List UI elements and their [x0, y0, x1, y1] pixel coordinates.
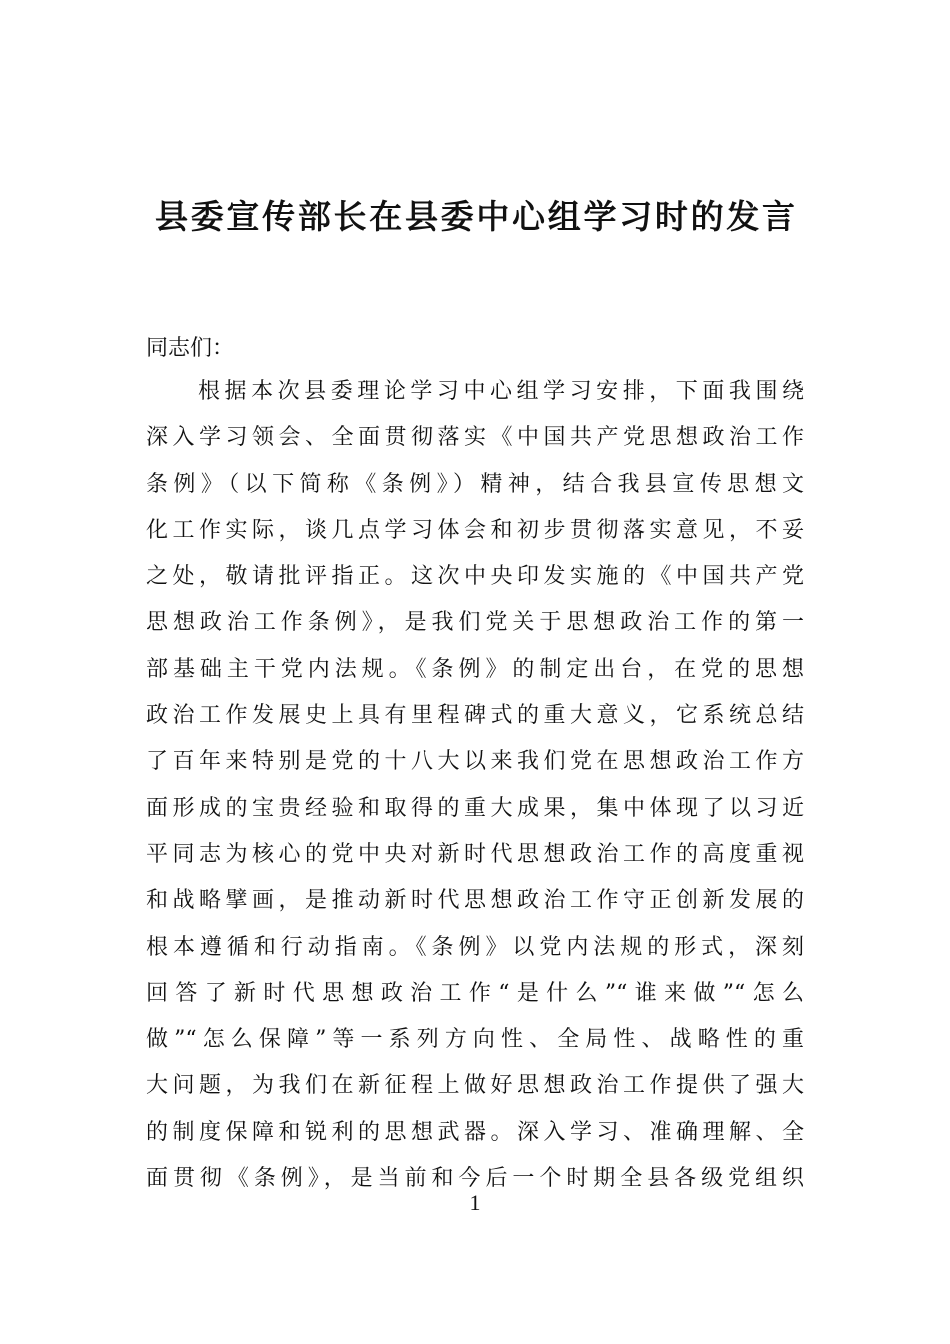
text-line: 做”“怎么保障”等一系列方向性、全局性、战略性的重	[146, 1027, 804, 1053]
text-line: 根据本次县委理论学习中心组学习安排，下面我围绕	[198, 379, 804, 404]
text-line: 思想政治工作条例》，是我们党关于思想政治工作的第一	[146, 610, 804, 636]
text-line: 面形成的宝贵经验和取得的重大成果，集中体现了以习近	[146, 795, 804, 821]
text-line: 面贯彻《条例》，是当前和今后一个时期全县各级党组织	[146, 1166, 804, 1192]
text-line: 条例》（以下简称《条例》）精神，结合我县宣传思想文	[146, 471, 804, 497]
text-line: 的制度保障和锐利的思想武器。深入学习、准确理解、全	[146, 1119, 804, 1145]
text-line: 深入学习领会、全面贯彻落实《中国共产党思想政治工作	[146, 425, 804, 451]
text-line: 回答了新时代思想政治工作“是什么”“谁来做”“怎么	[146, 980, 804, 1006]
text-line: 根本遵循和行动指南。《条例》以党内法规的形式，深刻	[146, 934, 804, 960]
body-paragraph	[146, 376, 804, 1209]
text-line: 化工作实际，谈几点学习体会和初步贯彻落实意见，不妥	[146, 517, 804, 543]
text-line: 了百年来特别是党的十八大以来我们党在思想政治工作方	[146, 749, 804, 775]
text-line: 平同志为核心的党中央对新时代思想政治工作的高度重视	[146, 841, 804, 867]
text-line: 大问题，为我们在新征程上做好思想政治工作提供了强大	[146, 1073, 804, 1099]
text-line: 之处，敬请批评指正。这次中央印发实施的《中国共产党	[146, 564, 804, 590]
text-line: 部基础主干党内法规。《条例》的制定出台，在党的思想	[146, 656, 804, 682]
page-number: 1	[469, 1190, 481, 1215]
text-line: 和战略擘画，是推动新时代思想政治工作守正创新发展的	[146, 888, 804, 914]
document-title: 县委宣传部长在县委中心组学习时的发言	[155, 197, 795, 236]
greeting: 同志们：	[146, 336, 235, 361]
text-line: 政治工作发展史上具有里程碑式的重大意义，它系统总结	[146, 703, 804, 729]
